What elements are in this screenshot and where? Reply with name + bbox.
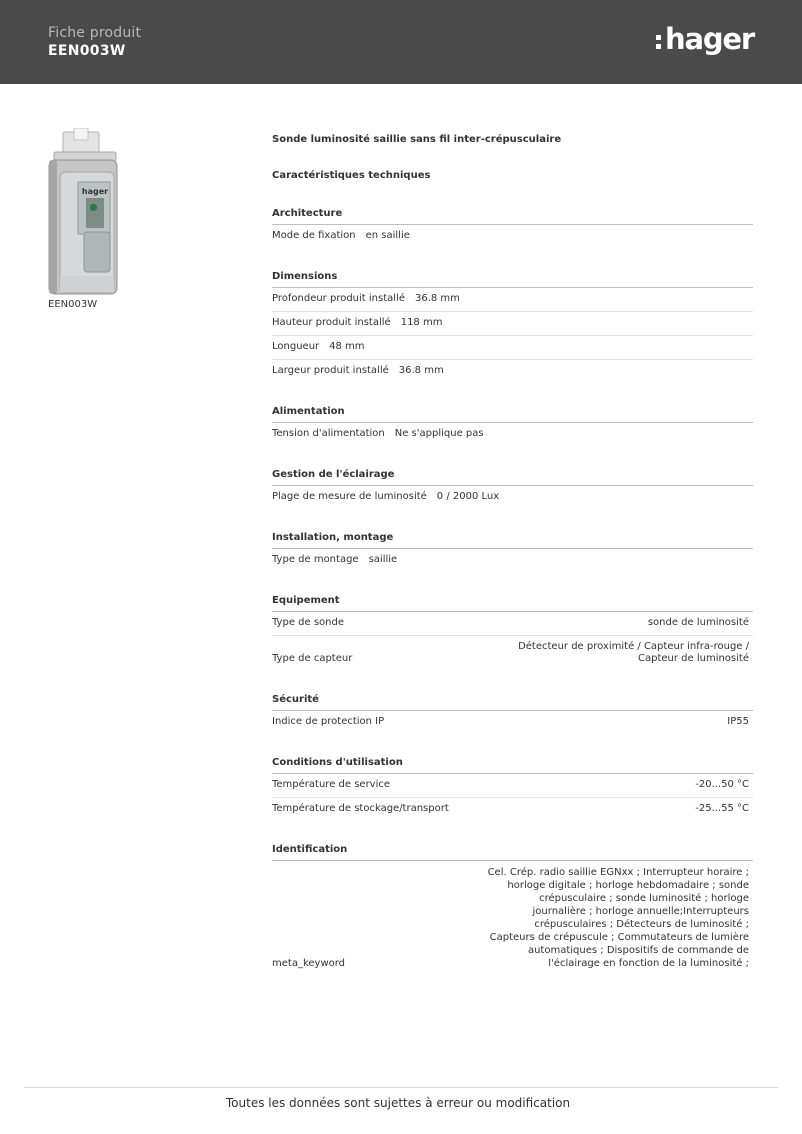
spec-label: Longueur [272, 341, 320, 352]
spec-label: meta_keyword [272, 958, 346, 969]
spec-row [272, 636, 753, 671]
spec-label: Profondeur produit installé [272, 293, 405, 304]
spec-label: Plage de mesure de luminosité [272, 491, 427, 502]
section-architecture [272, 203, 753, 248]
spec-label: Température de service [272, 779, 391, 790]
spec-value: 36.8 mm [414, 293, 460, 304]
section-conditions [272, 752, 753, 821]
spec-label: Hauteur produit installé [272, 317, 391, 328]
spec-row [272, 360, 753, 383]
spec-label: Température de stockage/transport [272, 803, 449, 814]
section-title: Identification [272, 839, 753, 861]
spec-label: Indice de protection IP [272, 716, 385, 727]
section-title: Installation, montage [272, 527, 753, 549]
spec-label: Largeur produit installé [272, 365, 389, 376]
section-lighting-management [272, 464, 753, 509]
spec-row [272, 336, 753, 360]
spec-row [272, 288, 753, 312]
spec-value: Cel. Crép. radio saillie EGNxx ; Interrupteur horaire ; horloge digitale ; horloge hebdomadaire ; sonde crépusculaire ; sonde luminosité ; horloge journalière ; horloge annuelle;Interrupteurs crépusculaires ; Détecteurs de luminosité ; Capteurs de crépuscule ; Commutateurs de lumière automatiques ; Dispositifs de commande de l'éclairage en fonction de la luminosité ; [487, 867, 749, 969]
spec-row [272, 612, 753, 636]
section-title: Architecture [272, 203, 753, 225]
spec-label: Type de montage [272, 554, 359, 565]
section-securite [272, 689, 753, 734]
product-content [272, 131, 753, 976]
section-title: Alimentation [272, 401, 753, 423]
logo-dots-icon [656, 31, 662, 51]
spec-row [272, 486, 753, 509]
hager-logo [656, 22, 754, 56]
logo-wordmark: hager [665, 22, 754, 56]
image-caption: EEN003W [48, 299, 98, 310]
technical-characteristics-heading: Caractéristiques techniques [272, 170, 431, 181]
spec-value: 36.8 mm [398, 365, 444, 376]
section-title: Sécurité [272, 689, 753, 711]
spec-label: Tension d'alimentation [272, 428, 385, 439]
spec-value: 48 mm [329, 341, 365, 352]
product-image [46, 128, 122, 298]
spec-value: 0 / 2000 Lux [436, 491, 500, 502]
footer-notice: Toutes les données sont sujettes à erreur ou modification [225, 1096, 571, 1110]
spec-row [272, 549, 753, 572]
page-header [0, 0, 802, 84]
section-equipement [272, 590, 753, 671]
spec-row [272, 798, 753, 821]
spec-row [272, 423, 753, 446]
section-identification [272, 839, 753, 976]
spec-row [272, 774, 753, 798]
section-dimensions [272, 266, 753, 383]
spec-label: Mode de fixation [272, 230, 356, 241]
section-title: Equipement [272, 590, 753, 612]
section-installation [272, 527, 753, 572]
spec-row [272, 225, 753, 248]
spec-value: Ne s'applique pas [394, 428, 484, 439]
spec-value: IP55 [727, 716, 749, 727]
sensor-device-illustration [46, 128, 122, 298]
product-title: Sonde luminosité saillie sans fil inter-crépusculaire [272, 134, 562, 145]
section-title: Conditions d'utilisation [272, 752, 753, 774]
footer-divider [24, 1087, 778, 1088]
section-title: Gestion de l'éclairage [272, 464, 753, 486]
spec-value: Détecteur de proximité / Capteur infra-rouge / Capteur de luminosité [518, 641, 749, 664]
spec-value: -25...55 °C [695, 803, 749, 814]
product-reference: EEN003W [48, 43, 126, 59]
spec-value: -20...50 °C [695, 779, 749, 790]
spec-value: saillie [368, 554, 398, 565]
document-type: Fiche produit [48, 25, 142, 41]
section-alimentation [272, 401, 753, 446]
section-title: Dimensions [272, 266, 753, 288]
spec-row [272, 312, 753, 336]
spec-row [272, 711, 753, 734]
spec-value: 118 mm [400, 317, 443, 328]
spec-value: en saillie [365, 230, 410, 241]
device-logo-text: hager [81, 187, 109, 196]
spec-label: Type de sonde [272, 617, 344, 628]
spec-label: Type de capteur [272, 653, 353, 664]
spec-row [272, 861, 753, 976]
spec-value: sonde de luminosité [647, 617, 749, 628]
